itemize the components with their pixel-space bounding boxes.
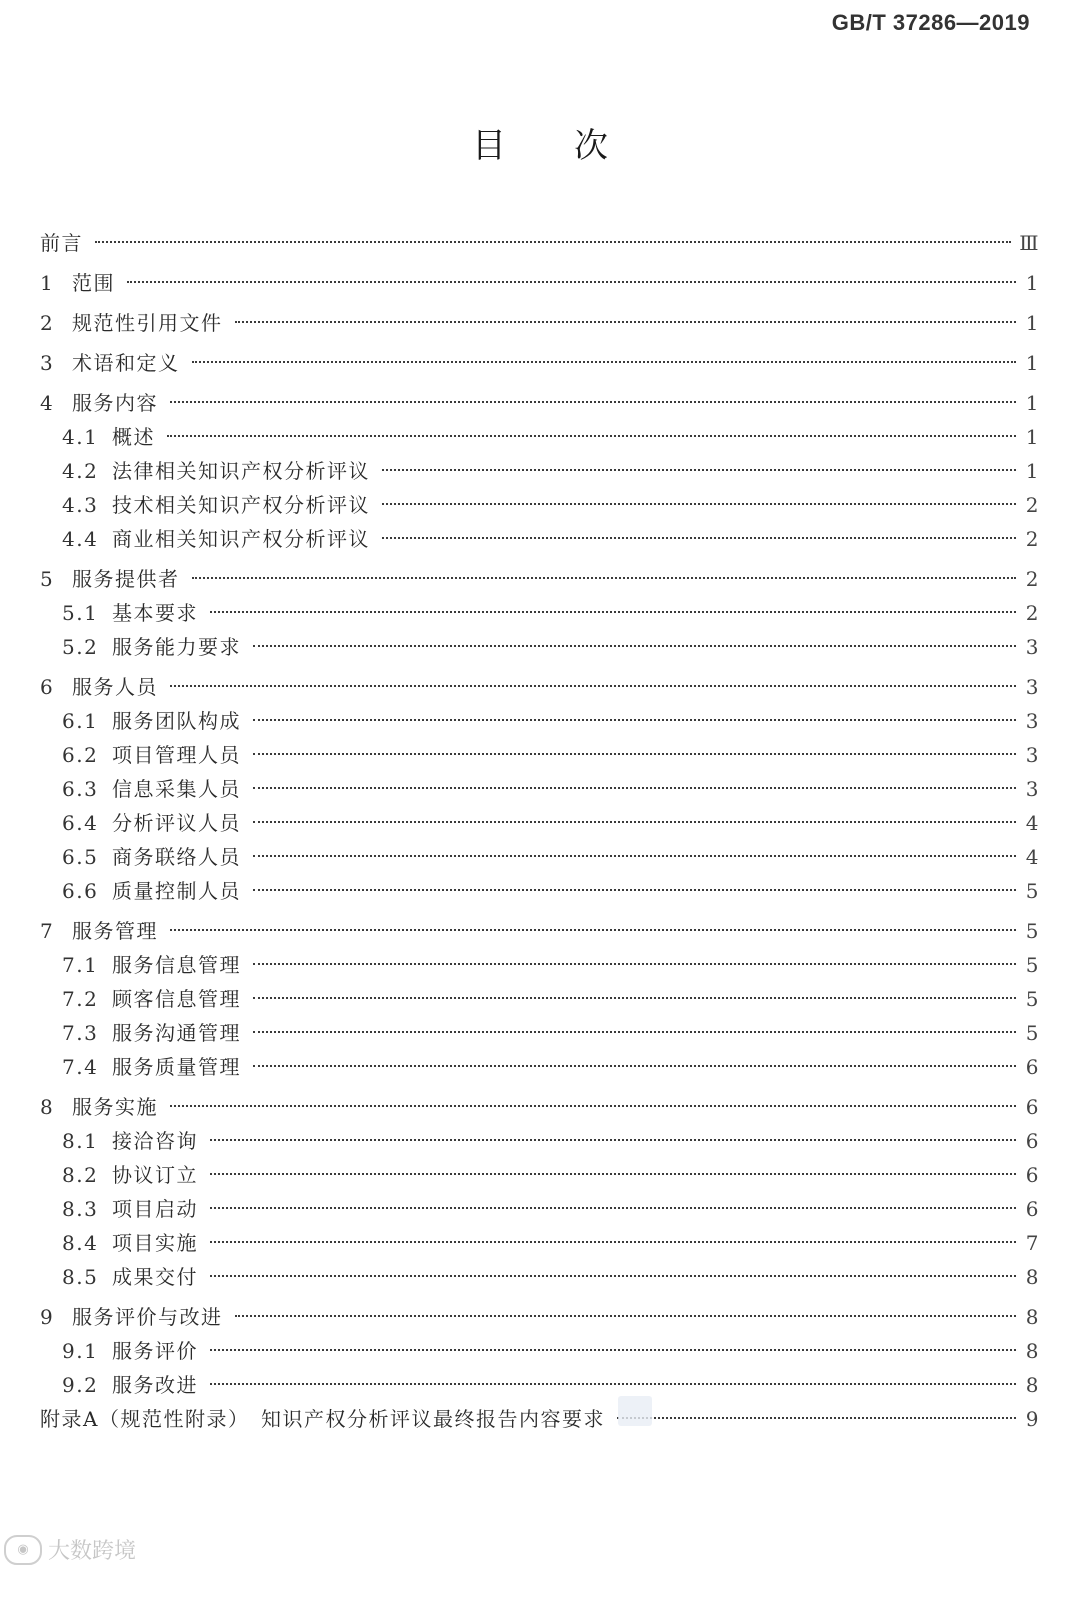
toc-entry-number: 9 <box>40 1305 55 1329</box>
toc-entry-page: 1 <box>1025 271 1040 295</box>
toc-entry-page: 5 <box>1025 919 1040 943</box>
toc-entry-page: 4 <box>1025 845 1040 869</box>
toc-entry-page: 2 <box>1025 567 1040 591</box>
toc-entry-page: 5 <box>1025 953 1040 977</box>
dot-leader <box>210 611 1016 613</box>
toc-entry-number: 8.2 <box>62 1163 99 1187</box>
toc-entry[interactable] <box>40 386 1040 420</box>
toc-entry-page: 6 <box>1025 1095 1040 1119</box>
toc-entry[interactable] <box>40 1090 1040 1124</box>
toc-entry[interactable] <box>40 1050 1040 1084</box>
toc-entry-title: 分析评议人员 <box>112 811 241 835</box>
toc-entry-number: 4 <box>40 391 55 415</box>
toc-entry-number: 8.1 <box>62 1129 99 1153</box>
toc-entry-title: 项目实施 <box>112 1231 198 1255</box>
toc-entry-title: 协议订立 <box>112 1163 198 1187</box>
toc-entry-number: 7 <box>40 919 55 943</box>
toc-entry-page: 1 <box>1025 425 1040 449</box>
dot-leader <box>382 537 1016 539</box>
toc-entry-title: 信息采集人员 <box>112 777 241 801</box>
dot-leader <box>210 1275 1016 1277</box>
watermark <box>4 1534 136 1565</box>
dot-leader <box>253 645 1016 647</box>
toc-entry-title: 服务改进 <box>112 1373 198 1397</box>
dot-leader <box>253 1031 1016 1033</box>
toc-entry-title: 服务团队构成 <box>112 709 241 733</box>
toc-entry-title: 基本要求 <box>112 601 198 625</box>
toc-entry[interactable] <box>40 226 1040 260</box>
dot-leader <box>253 889 1016 891</box>
toc-entry-number: 8.3 <box>62 1197 99 1221</box>
toc-entry-page: 6 <box>1025 1197 1040 1221</box>
toc-entry-number: 7.3 <box>62 1021 99 1045</box>
dot-leader <box>210 1139 1016 1141</box>
toc-entry-page: 8 <box>1025 1339 1040 1363</box>
dot-leader <box>253 719 1016 721</box>
toc-entry-title: 服务提供者 <box>72 567 180 591</box>
toc-entry[interactable] <box>40 420 1040 454</box>
toc-entry-title: 术语和定义 <box>72 351 180 375</box>
toc-entry[interactable] <box>40 522 1040 556</box>
toc-entry-number: 6.5 <box>62 845 99 869</box>
dot-leader <box>210 1241 1016 1243</box>
toc-entry-title: 服务实施 <box>72 1095 158 1119</box>
toc-entry[interactable] <box>40 914 1040 948</box>
toc-entry-number: 6.2 <box>62 743 99 767</box>
dot-leader <box>170 929 1016 931</box>
dot-leader <box>170 685 1016 687</box>
toc-entry-number: 1 <box>40 271 55 295</box>
toc-entry-title: 项目启动 <box>112 1197 198 1221</box>
toc-entry-page: 1 <box>1025 391 1040 415</box>
toc-entry-number: 4.4 <box>62 527 99 551</box>
dot-leader <box>253 821 1016 823</box>
toc-entry-number: 9.2 <box>62 1373 99 1397</box>
dot-leader <box>235 321 1017 323</box>
toc-entry-page: 6 <box>1025 1129 1040 1153</box>
toc-entry-page: 8 <box>1025 1373 1040 1397</box>
toc-entry-title: 规范性引用文件 <box>72 311 223 335</box>
toc-entry-title: 质量控制人员 <box>112 879 241 903</box>
toc-entry[interactable] <box>40 1334 1040 1368</box>
toc-entry-number: 4.1 <box>62 425 99 449</box>
toc-entry-page: 3 <box>1025 635 1040 659</box>
toc-entry-number: 4.2 <box>62 459 99 483</box>
toc-entry-number: 9.1 <box>62 1339 99 1363</box>
dot-leader <box>253 997 1016 999</box>
dot-leader <box>253 787 1016 789</box>
dot-leader <box>210 1383 1016 1385</box>
toc-entry-number: 7.2 <box>62 987 99 1011</box>
toc-entry-number: 6.6 <box>62 879 99 903</box>
dot-leader <box>210 1173 1016 1175</box>
toc-entry[interactable] <box>40 806 1040 840</box>
toc-entry-page: 6 <box>1025 1055 1040 1079</box>
toc-entry-number: 4.3 <box>62 493 99 517</box>
toc-entry-page: 4 <box>1025 811 1040 835</box>
toc-entry-page: 2 <box>1025 601 1040 625</box>
toc-entry[interactable] <box>40 1260 1040 1294</box>
toc-entry-title: 服务评价与改进 <box>72 1305 223 1329</box>
toc-entry-title: 服务沟通管理 <box>112 1021 241 1045</box>
toc-entry[interactable] <box>40 630 1040 664</box>
toc-entry-page: 3 <box>1025 743 1040 767</box>
dot-leader <box>192 577 1017 579</box>
dot-leader <box>617 1417 1016 1419</box>
toc-entry-title: 服务评价 <box>112 1339 198 1363</box>
toc-entry-number: 8.4 <box>62 1231 99 1255</box>
toc-entry-number: 8.5 <box>62 1265 99 1289</box>
toc-entry[interactable] <box>40 772 1040 806</box>
toc-entry-title: 服务质量管理 <box>112 1055 241 1079</box>
toc-entry-title: 服务人员 <box>72 675 158 699</box>
toc-entry-title: 附录A（规范性附录） 知识产权分析评议最终报告内容要求 <box>40 1407 605 1431</box>
toc-entry[interactable] <box>40 1016 1040 1050</box>
toc-entry[interactable] <box>40 266 1040 300</box>
toc-entry-page: 2 <box>1025 493 1040 517</box>
dot-leader <box>210 1207 1016 1209</box>
toc-entry-title: 顾客信息管理 <box>112 987 241 1011</box>
toc-entry-page: 5 <box>1025 879 1040 903</box>
toc-entry-number: 5.2 <box>62 635 99 659</box>
toc-entry-number: 6.4 <box>62 811 99 835</box>
toc-entry[interactable] <box>40 1226 1040 1260</box>
dot-leader <box>253 753 1016 755</box>
toc-entry-page: 3 <box>1025 709 1040 733</box>
eye-logo-icon: ◉ <box>4 1535 42 1565</box>
dot-leader <box>253 963 1016 965</box>
toc-entry[interactable] <box>40 454 1040 488</box>
toc-entry[interactable] <box>40 1158 1040 1192</box>
dot-leader <box>95 241 1011 243</box>
toc-entry-number: 5.1 <box>62 601 99 625</box>
table-of-contents <box>40 226 1040 1436</box>
toc-entry-page: 2 <box>1025 527 1040 551</box>
toc-entry[interactable] <box>40 704 1040 738</box>
toc-entry-number: 8 <box>40 1095 55 1119</box>
toc-entry-title: 成果交付 <box>112 1265 198 1289</box>
toc-entry-number: 2 <box>40 311 55 335</box>
toc-entry-page: 3 <box>1025 675 1040 699</box>
toc-entry-page: Ⅲ <box>1019 231 1040 255</box>
toc-entry-title: 服务信息管理 <box>112 953 241 977</box>
toc-entry[interactable] <box>40 488 1040 522</box>
toc-entry[interactable] <box>40 948 1040 982</box>
toc-entry[interactable] <box>40 306 1040 340</box>
toc-entry-title: 前言 <box>40 231 83 255</box>
toc-entry[interactable] <box>40 874 1040 908</box>
toc-entry-page: 8 <box>1025 1265 1040 1289</box>
toc-entry[interactable] <box>40 670 1040 704</box>
toc-entry-title: 服务内容 <box>72 391 158 415</box>
toc-entry-number: 7.4 <box>62 1055 99 1079</box>
toc-entry-number: 6.3 <box>62 777 99 801</box>
toc-entry[interactable] <box>40 1124 1040 1158</box>
dot-leader <box>253 855 1016 857</box>
dot-leader <box>167 435 1016 437</box>
toc-entry[interactable] <box>40 1300 1040 1334</box>
dot-leader <box>382 503 1016 505</box>
toc-entry-page: 3 <box>1025 777 1040 801</box>
toc-entry-number: 5 <box>40 567 55 591</box>
standard-code: GB/T 37286—2019 <box>831 10 1030 35</box>
toc-entry[interactable] <box>40 346 1040 380</box>
toc-entry-title: 接洽咨询 <box>112 1129 198 1153</box>
toc-entry-title: 法律相关知识产权分析评议 <box>112 459 370 483</box>
toc-entry[interactable] <box>40 738 1040 772</box>
toc-entry-title: 范围 <box>72 271 115 295</box>
toc-entry-page: 5 <box>1025 987 1040 1011</box>
toc-entry[interactable] <box>40 982 1040 1016</box>
toc-entry[interactable] <box>40 1368 1040 1402</box>
dot-leader <box>127 281 1016 283</box>
toc-entry-page: 6 <box>1025 1163 1040 1187</box>
dot-leader <box>170 1105 1016 1107</box>
toc-entry-title: 项目管理人员 <box>112 743 241 767</box>
toc-entry-number: 6 <box>40 675 55 699</box>
toc-entry-title: 商业相关知识产权分析评议 <box>112 527 370 551</box>
toc-entry-page: 9 <box>1025 1407 1040 1431</box>
dot-leader <box>235 1315 1017 1317</box>
toc-entry[interactable] <box>40 1402 1040 1436</box>
dot-leader <box>192 361 1017 363</box>
toc-entry-number: 6.1 <box>62 709 99 733</box>
dot-leader <box>210 1349 1016 1351</box>
toc-entry-page: 8 <box>1025 1305 1040 1329</box>
toc-entry-title: 服务管理 <box>72 919 158 943</box>
toc-entry-number: 3 <box>40 351 55 375</box>
toc-entry-title: 服务能力要求 <box>112 635 241 659</box>
toc-entry-page: 5 <box>1025 1021 1040 1045</box>
toc-entry-title: 技术相关知识产权分析评议 <box>112 493 370 517</box>
toc-entry-title: 商务联络人员 <box>112 845 241 869</box>
toc-entry[interactable] <box>40 562 1040 596</box>
toc-entry-number: 7.1 <box>62 953 99 977</box>
toc-entry-page: 1 <box>1025 351 1040 375</box>
toc-entry[interactable] <box>40 840 1040 874</box>
page-title: 目 次 <box>472 126 608 166</box>
toc-entry-page: 1 <box>1025 311 1040 335</box>
dot-leader <box>382 469 1016 471</box>
dot-leader <box>253 1065 1016 1067</box>
toc-entry[interactable] <box>40 596 1040 630</box>
dot-leader <box>170 401 1016 403</box>
toc-entry[interactable] <box>40 1192 1040 1226</box>
toc-entry-title: 概述 <box>112 425 155 449</box>
toc-entry-page: 7 <box>1025 1231 1040 1255</box>
toc-entry-page: 1 <box>1025 459 1040 483</box>
watermark-text: 大数跨境 <box>48 1539 137 1564</box>
scan-smudge <box>618 1396 652 1426</box>
